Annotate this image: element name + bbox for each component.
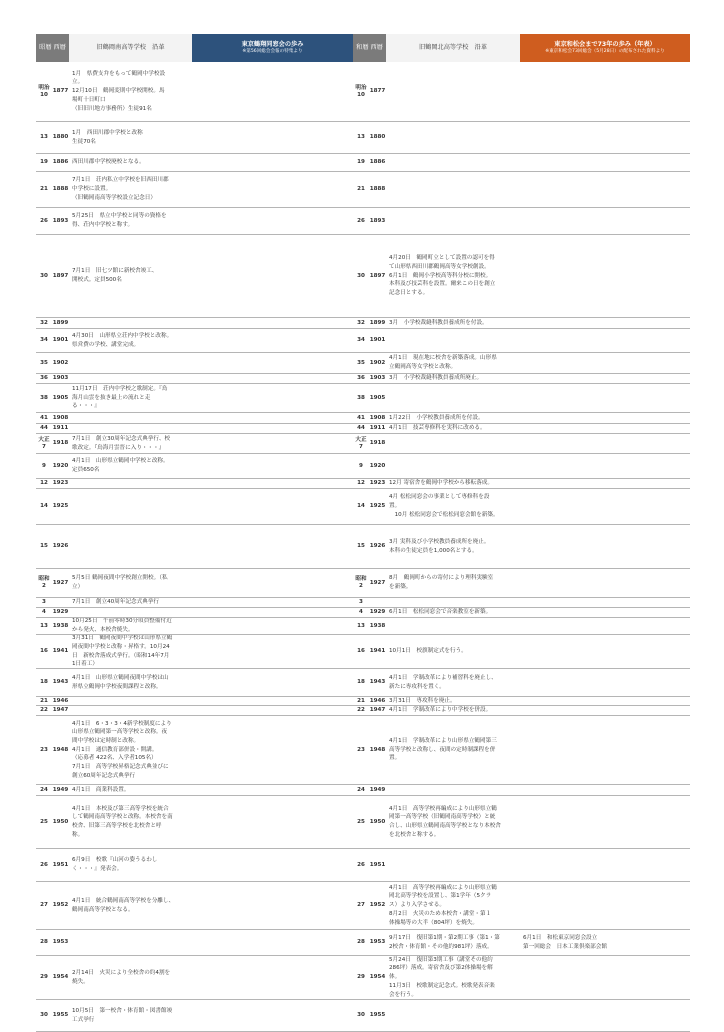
left-history-cell: 1月 西田川郡中学校と改称 生徒70名: [72, 129, 143, 145]
right-history-cell: 9月17日 復旧第1期・第2期工事（第1・第 2校舎・体育館・その他約981坪）落成。: [389, 934, 500, 950]
table-row: [36, 384, 690, 413]
right-year-cell: 1886: [369, 159, 386, 166]
orange-history-cell: [520, 62, 690, 121]
orange-history-cell: [520, 785, 690, 795]
left-era-cell: 13: [40, 134, 48, 141]
left-era-cell: 32: [40, 319, 48, 326]
left-history-cell: 11月17日 荘内中学校之歌制定。『鳥 海月山雲を抜き最上の流れと走 る・・・』: [72, 385, 168, 410]
right-history-cell: [386, 849, 520, 881]
right-history-cell: 4月1日 学制改革により中学校を併設。: [389, 707, 492, 714]
left-history-cell: [69, 525, 192, 568]
table-row: [36, 956, 690, 1000]
left-era-cell: 26: [40, 217, 48, 224]
right-history-cell: [386, 154, 520, 171]
header-left-era-label: 昭暦: [39, 44, 52, 51]
table-row: [36, 635, 690, 669]
left-history-cell: 7月1日 創立30周年記念式典挙行、校 歌改定。『鳥海月雲晋に入り・・・』: [72, 435, 171, 451]
left-history-cell: 6月9日 校歌『山河の姿うるわし く・・・』発表会。: [72, 857, 158, 872]
left-history-cell: 4月1日 6・3・3・4新学校制度により 山形県立鶴岡第一高等学校と改称。夜 間中学校は定時制と改称。 4月1日 通信教育部併設・開講。 （応募者 422名、入学者105名） 7月1日 高等学校昇格記念式典並びに 創立60周年記念式典挙行: [72, 720, 172, 779]
left-era-cell: 13: [40, 622, 48, 629]
right-history-cell: 4月1日 高等学校再編成により山形県立鶴 岡第一高等学校（旧鶴岡南高等学校）と統 合し、山形県立鶴岡南高等学校となり本校舎 を北校舎と称する。: [389, 805, 501, 838]
right-era-cell: 昭和 2: [355, 576, 367, 589]
right-era-cell: 44: [357, 425, 365, 432]
left-history-cell: [69, 424, 192, 433]
right-era-cell: 大正 7: [355, 436, 367, 450]
right-era-cell: 26: [357, 861, 365, 868]
orange-history-cell: [520, 618, 690, 634]
left-era-cell: 明治 10: [38, 84, 50, 98]
right-era-cell: 38: [357, 394, 365, 401]
left-year-cell: 1949: [52, 786, 69, 793]
right-year-cell: 1920: [369, 462, 386, 469]
left-year-cell: 1926: [52, 543, 69, 550]
right-era-cell: 15: [357, 543, 365, 550]
left-era-cell: 4: [42, 609, 46, 616]
right-history-cell: 3月31日 専攻科を廃止。: [389, 697, 456, 704]
left-history-cell: 西田川郡中学校廃校となる。: [72, 159, 145, 166]
right-era-cell: 25: [357, 818, 365, 825]
header-blue-sub: ※第56回総会会報の特集より: [242, 49, 303, 54]
right-year-cell: 1903: [369, 375, 386, 382]
table-row: [36, 796, 690, 849]
right-year-cell: 1905: [369, 394, 386, 401]
orange-history-cell: [520, 384, 690, 412]
left-history-cell: 4月1日 商業科設置。: [72, 786, 130, 793]
left-year-cell: 1918: [52, 440, 69, 447]
table-row: [36, 849, 690, 882]
left-era-cell: 22: [40, 707, 48, 714]
table-row: [36, 413, 690, 424]
left-history-cell: 3月31日 鶴岡夜間中学校は山形県立鶴 岡夜間中学校と改称・昇格す。10月24 日 新校舎落成式挙行。（昭和14年7月 1日着工）: [72, 635, 173, 668]
right-year-cell: 1927: [369, 579, 386, 586]
left-history-cell: [69, 697, 192, 705]
left-year-cell: [52, 598, 69, 607]
right-era-cell: 24: [357, 786, 365, 793]
table-row: [36, 608, 690, 618]
right-era-cell: 13: [357, 622, 365, 629]
right-year-cell: 1926: [369, 543, 386, 550]
left-year-cell: 1901: [52, 337, 69, 344]
right-year-cell: 1902: [369, 359, 386, 366]
right-year-cell: 1911: [369, 425, 386, 432]
header-left-school-label: 旧鶴岡南高等学校 沿革: [96, 44, 165, 51]
orange-history-cell: [520, 374, 690, 383]
orange-history-cell: [520, 413, 690, 423]
right-era-cell: 明治 10: [355, 84, 367, 98]
table-row: [36, 62, 690, 122]
table-row: [36, 669, 690, 697]
right-history-cell: [386, 329, 520, 352]
table-row: [36, 785, 690, 796]
left-history-cell: [69, 479, 192, 488]
left-year-cell: 1953: [52, 939, 69, 946]
orange-history-cell: [520, 208, 690, 234]
right-era-cell: 36: [357, 375, 365, 382]
right-history-cell: [386, 618, 520, 634]
left-history-cell: [69, 930, 192, 955]
orange-history-cell: [520, 318, 690, 328]
table-row: [36, 706, 690, 716]
table-row: [36, 424, 690, 434]
table-row: [36, 235, 690, 318]
left-history-cell: [69, 318, 192, 328]
table-row: [36, 569, 690, 598]
left-year-cell: 1888: [52, 186, 69, 193]
orange-history-cell: [520, 235, 690, 317]
left-year-cell: 1938: [52, 622, 69, 629]
right-year-cell: [369, 598, 386, 607]
left-era-cell: 41: [40, 414, 48, 421]
left-year-cell: 1927: [52, 579, 69, 586]
right-year-cell: 1908: [369, 414, 386, 421]
left-year-cell: 1886: [52, 159, 69, 166]
left-history-cell: 4月30日 山形県立荘内中学校と改称。 県営費の学校、講堂完成。: [72, 332, 173, 348]
left-era-cell: 34: [40, 337, 48, 344]
right-era-cell: 14: [357, 503, 365, 510]
right-history-cell: [386, 384, 520, 412]
orange-history-cell: [520, 598, 690, 607]
right-history-cell: 4月 松松同窓会の事業として専修科を設 置。 10月 松松同窓会で松松同窓会館を新築。: [389, 494, 499, 518]
right-era-cell: 30: [357, 1012, 365, 1019]
orange-history-cell: [520, 716, 690, 784]
orange-history-cell: [520, 489, 690, 524]
left-year-cell: 1920: [52, 462, 69, 469]
left-history-cell: 7月1日 旧七ツ館に新校舎竣工、 開校式。定員500名: [72, 268, 158, 283]
orange-history-cell: [520, 353, 690, 373]
table-row: [36, 353, 690, 374]
left-history-cell: 4月1日 山形県立鶴岡中学校と改称。 定員650名: [72, 458, 169, 473]
right-era-cell: 23: [357, 746, 365, 753]
right-history-cell: 4月20日 鶴岡町立として設置の認可を得 て山形県西田川郡鶴岡高等女学校創設。 6月1日 鶴岡小学校高等科分校に開校。 本科及び技芸科を設置。爾来この日を創立 記念日とする。: [389, 255, 496, 297]
orange-history-cell: [520, 172, 690, 207]
left-year-cell: 1948: [52, 746, 69, 753]
orange-history-cell: [520, 669, 690, 696]
right-year-cell: 1925: [369, 503, 386, 510]
right-era-cell: 35: [357, 359, 365, 366]
left-year-cell: 1947: [52, 707, 69, 714]
right-year-cell: 1877: [369, 88, 386, 95]
right-history-cell: [386, 454, 520, 478]
left-year-cell: 1952: [52, 902, 69, 909]
orange-history-cell: [520, 706, 690, 715]
right-history-cell: [386, 598, 520, 607]
orange-history-cell: [520, 635, 690, 668]
header-left-era: [36, 34, 69, 62]
left-year-cell: 1923: [52, 480, 69, 487]
orange-history-cell: [520, 122, 690, 153]
left-year-cell: 1908: [52, 414, 69, 421]
right-era-cell: 32: [357, 319, 365, 326]
left-year-cell: 1954: [52, 974, 69, 981]
right-year-cell: 1951: [369, 861, 386, 868]
table-row: [36, 598, 690, 608]
left-history-cell: 4月1日 本校及び第三高等学校を統合 して鶴岡南高等学校と改称。本校舎を南 校舎、旧第三高等学校を北校舎と呼 称。: [72, 805, 173, 838]
orange-history-cell: [520, 454, 690, 478]
left-history-cell: 7月1日 荘内私立中学校を旧西田川郡 中学校に設置。 （旧鶴岡南高等学校設立記念日）: [72, 177, 169, 201]
right-year-cell: 1954: [369, 974, 386, 981]
left-era-cell: 大正 7: [38, 436, 50, 450]
left-year-cell: 1946: [52, 697, 69, 704]
right-year-cell: 1918: [369, 440, 386, 447]
left-history-cell: 10月5日 第一校舎・体育館・図書館竣 工式挙行: [72, 1007, 173, 1023]
right-history-cell: [386, 62, 520, 121]
right-year-cell: 1953: [369, 939, 386, 946]
table-row: [36, 1000, 690, 1032]
left-era-cell: 18: [40, 679, 48, 686]
right-year-cell: 1947: [369, 707, 386, 714]
orange-history-cell: [520, 434, 690, 453]
right-history-cell: 5月24日 復旧第3期工事（講堂その他約 286坪）落成。寄宿舎及び第2体操場を解 体。 11月3日 校歌制定記念式。校歌発表音楽 会を行う。: [389, 956, 495, 998]
right-history-cell: 12月 寄宿舎を鶴岡中学校から移転落成。: [389, 480, 493, 487]
orange-history-cell: [520, 796, 690, 848]
right-history-cell: 3月 実科及び小学校教員養成所を廃止。 本科の生徒定員を1,000名とする。: [389, 538, 490, 554]
table-row: [36, 454, 690, 479]
right-era-cell: 28: [357, 939, 365, 946]
orange-history-cell: [520, 882, 690, 929]
left-year-cell: 1877: [52, 88, 69, 95]
header-right-school-label: 旧鶴岡北高等学校 沿革: [418, 44, 488, 51]
left-era-cell: 16: [40, 648, 48, 655]
left-era-cell: 38: [40, 394, 48, 401]
right-year-cell: 1946: [369, 697, 386, 704]
table-row: [36, 697, 690, 706]
left-era-cell: 29: [40, 974, 48, 981]
right-history-cell: [386, 1000, 520, 1031]
header-orange: [520, 34, 690, 62]
table-row: [36, 434, 690, 454]
left-history-cell: 1月 県費支弁をもって鶴岡中学校設 立。 12月10日 鶴岡変則中学校開校。馬 場町十日町口 （旧旧川地方事務所）生徒91名: [72, 70, 166, 112]
header-blue-title: 東京鶴翔同窓会の歩み: [241, 41, 304, 48]
right-history-cell: 4月1日 現在地に校舎を新築落成。山形県 立鶴岡高等女学校と改称。: [389, 355, 497, 370]
table-row: [36, 318, 690, 329]
table-row: [36, 882, 690, 930]
right-year-cell: 1949: [369, 786, 386, 793]
orange-history-cell: [520, 424, 690, 433]
header-right-era: [353, 34, 386, 62]
left-era-cell: 15: [40, 543, 48, 550]
right-era-cell: 19: [357, 159, 365, 166]
right-year-cell: 1880: [369, 134, 386, 141]
left-era-cell: 21: [40, 186, 48, 193]
right-year-cell: 1938: [369, 622, 386, 629]
table-row: [36, 930, 690, 956]
right-history-cell: 4月1日 高等学校再編成により山形県立鶴 岡北高等学校を設置し、第1学年（5クラ ス）より入学させる。 8月2日 火災のため本校舎・講堂・第１ 体操場等の大半（804坪）を焼失。: [389, 884, 497, 926]
left-era-cell: 26: [40, 861, 48, 868]
right-history-cell: [386, 785, 520, 795]
left-year-cell: 1911: [52, 425, 69, 432]
table-row: [36, 329, 690, 353]
left-history-cell: [69, 706, 192, 715]
left-year-cell: 1893: [52, 217, 69, 224]
left-history-cell: [69, 608, 192, 617]
orange-history-cell: [520, 329, 690, 352]
right-history-cell: 3月 小学校裁縫科教員養成所廃止。: [389, 375, 483, 382]
right-era-cell: 30: [357, 272, 365, 279]
right-history-cell: [386, 122, 520, 153]
left-history-cell: 5月5日 鶴岡夜間中学校創立開校。（私 立）: [72, 575, 168, 590]
right-year-cell: 1941: [369, 648, 386, 655]
table-row: [36, 479, 690, 489]
right-era-cell: 26: [357, 217, 365, 224]
left-history-cell: 7月1日 創立40周年記念式典挙行: [72, 599, 159, 606]
left-era-cell: 25: [40, 818, 48, 825]
right-history-cell: 6月1日 松松同窓会で音楽教室を新築。: [389, 609, 492, 616]
left-era-cell: 23: [40, 746, 48, 753]
header-right-era-label: 和暦: [356, 44, 369, 51]
right-year-cell: 1955: [369, 1012, 386, 1019]
right-history-cell: 8月 鶴岡町からの寄付により理科実験室 を新築。: [389, 575, 494, 590]
left-year-cell: 1950: [52, 818, 69, 825]
right-era-cell: 16: [357, 648, 365, 655]
left-era-cell: 30: [40, 1012, 48, 1019]
left-history-cell: 5月25日 県立中学校と同等の資格を 得、荘内中学校と称す。: [72, 213, 167, 228]
left-era-cell: 19: [40, 159, 48, 166]
left-era-cell: 35: [40, 359, 48, 366]
left-year-cell: 1897: [52, 272, 69, 279]
right-era-cell: 21: [357, 186, 365, 193]
left-era-cell: 36: [40, 375, 48, 382]
table-row: [36, 618, 690, 635]
left-era-cell: 3: [42, 599, 46, 606]
left-era-cell: 28: [40, 939, 48, 946]
left-year-cell: 1925: [52, 503, 69, 510]
left-year-cell: 1903: [52, 375, 69, 382]
right-era-cell: 3: [359, 599, 363, 606]
left-history-cell: 10月25日 午前零時30分頃員整備付近 から発火、本校舎焼失。: [72, 618, 172, 633]
orange-history-cell: [520, 1000, 690, 1031]
right-era-cell: 27: [357, 902, 365, 909]
left-era-cell: 30: [40, 272, 48, 279]
right-year-cell: 1888: [369, 186, 386, 193]
right-history-cell: [386, 208, 520, 234]
left-history-cell: [69, 374, 192, 383]
left-era-cell: 44: [40, 425, 48, 432]
left-era-cell: 14: [40, 503, 48, 510]
table-row: [36, 172, 690, 208]
left-year-cell: 1941: [52, 648, 69, 655]
right-era-cell: 41: [357, 414, 365, 421]
right-era-cell: 34: [357, 337, 365, 344]
left-era-cell: 24: [40, 786, 48, 793]
right-year-cell: 1929: [369, 609, 386, 616]
right-history-cell: 3月 小学校裁縫科教員養成所を付設。: [389, 319, 488, 326]
right-year-cell: 1901: [369, 337, 386, 344]
left-era-cell: 21: [40, 697, 48, 704]
orange-history-cell: [520, 956, 690, 999]
left-history-cell: [69, 413, 192, 423]
table-row: [36, 525, 690, 569]
header-orange-sub: ※東京和松会73回総会（5月28日）の配布された資料より: [545, 49, 665, 54]
table-row: [36, 122, 690, 154]
right-era-cell: 4: [359, 609, 363, 616]
left-year-cell: 1929: [52, 609, 69, 616]
left-history-cell: 4月1日 統合鶴岡南高等学校を分離し、 鶴岡南高等学校となる。: [72, 897, 175, 913]
orange-history-cell: [520, 697, 690, 705]
right-year-cell: 1950: [369, 818, 386, 825]
orange-history-cell: [520, 154, 690, 171]
right-era-cell: 22: [357, 707, 365, 714]
table-row: [36, 489, 690, 525]
table-row: [36, 374, 690, 384]
right-history-cell: 4月1日 学制改革により補習科を廃止し、 新たに専攻科を置く。: [389, 674, 497, 690]
right-history-cell: 4月1日 技芸専修科を実科に改める。: [389, 425, 486, 432]
right-history-cell: 10月1日 校旗制定式を行う。: [389, 648, 467, 655]
left-era-cell: 12: [40, 480, 48, 487]
left-year-cell: 1899: [52, 319, 69, 326]
left-year-cell: 1955: [52, 1012, 69, 1019]
right-year-cell: 1923: [369, 480, 386, 487]
header-left-school: [69, 34, 192, 62]
header-blue: [192, 34, 353, 62]
left-history-cell: [69, 489, 192, 524]
right-era-cell: 12: [357, 480, 365, 487]
right-history-cell: 4月1日 学制改革により山形県立鶴岡第三 高等学校と改称し、夜間の定時制課程を併 置。: [389, 737, 497, 762]
left-year-cell: 1951: [52, 861, 69, 868]
left-era-cell: 昭和 2: [38, 576, 50, 589]
left-history-cell: 2月14日 火災により全校舎の約4割を 焼失。: [72, 969, 171, 985]
right-era-cell: 21: [357, 697, 365, 704]
orange-history-cell: 6月1日 和松東京同窓会設立 第一回総会 日本工業倶楽部会館: [523, 934, 607, 950]
right-era-cell: 18: [357, 679, 365, 686]
left-year-cell: 1905: [52, 394, 69, 401]
table-row: [36, 716, 690, 785]
left-history-cell: [69, 353, 192, 373]
right-history-cell: [386, 172, 520, 207]
table-row: [36, 154, 690, 172]
orange-history-cell: [520, 608, 690, 617]
right-year-cell: 1948: [369, 746, 386, 753]
header-right-year-label: 西暦: [370, 44, 383, 51]
orange-history-cell: [520, 569, 690, 597]
right-history-cell: 1月22日 小学校教員養成所を付設。: [389, 414, 484, 421]
orange-history-cell: [520, 479, 690, 488]
left-era-cell: 27: [40, 902, 48, 909]
right-era-cell: 13: [357, 134, 365, 141]
orange-history-cell: [520, 525, 690, 568]
right-year-cell: 1897: [369, 272, 386, 279]
header-right-school: [386, 34, 520, 62]
right-era-cell: 29: [357, 974, 365, 981]
right-history-cell: [386, 434, 520, 453]
right-year-cell: 1943: [369, 679, 386, 686]
left-year-cell: 1902: [52, 359, 69, 366]
left-year-cell: 1943: [52, 679, 69, 686]
left-history-cell: 4月1日 山形県立鶴岡夜間中学校は山 形県立鶴岡中学校夜間課程と改称。: [72, 674, 169, 690]
header-left-year-label: 西暦: [53, 44, 66, 51]
left-year-cell: 1880: [52, 134, 69, 141]
right-era-cell: 9: [359, 462, 363, 469]
table-row: [36, 208, 690, 235]
right-year-cell: 1952: [369, 902, 386, 909]
header-orange-title: 東京和松会まで73年の歩み（年表）: [554, 41, 656, 48]
right-year-cell: 1899: [369, 319, 386, 326]
right-year-cell: 1893: [369, 217, 386, 224]
left-era-cell: 9: [42, 462, 46, 469]
orange-history-cell: [520, 849, 690, 881]
